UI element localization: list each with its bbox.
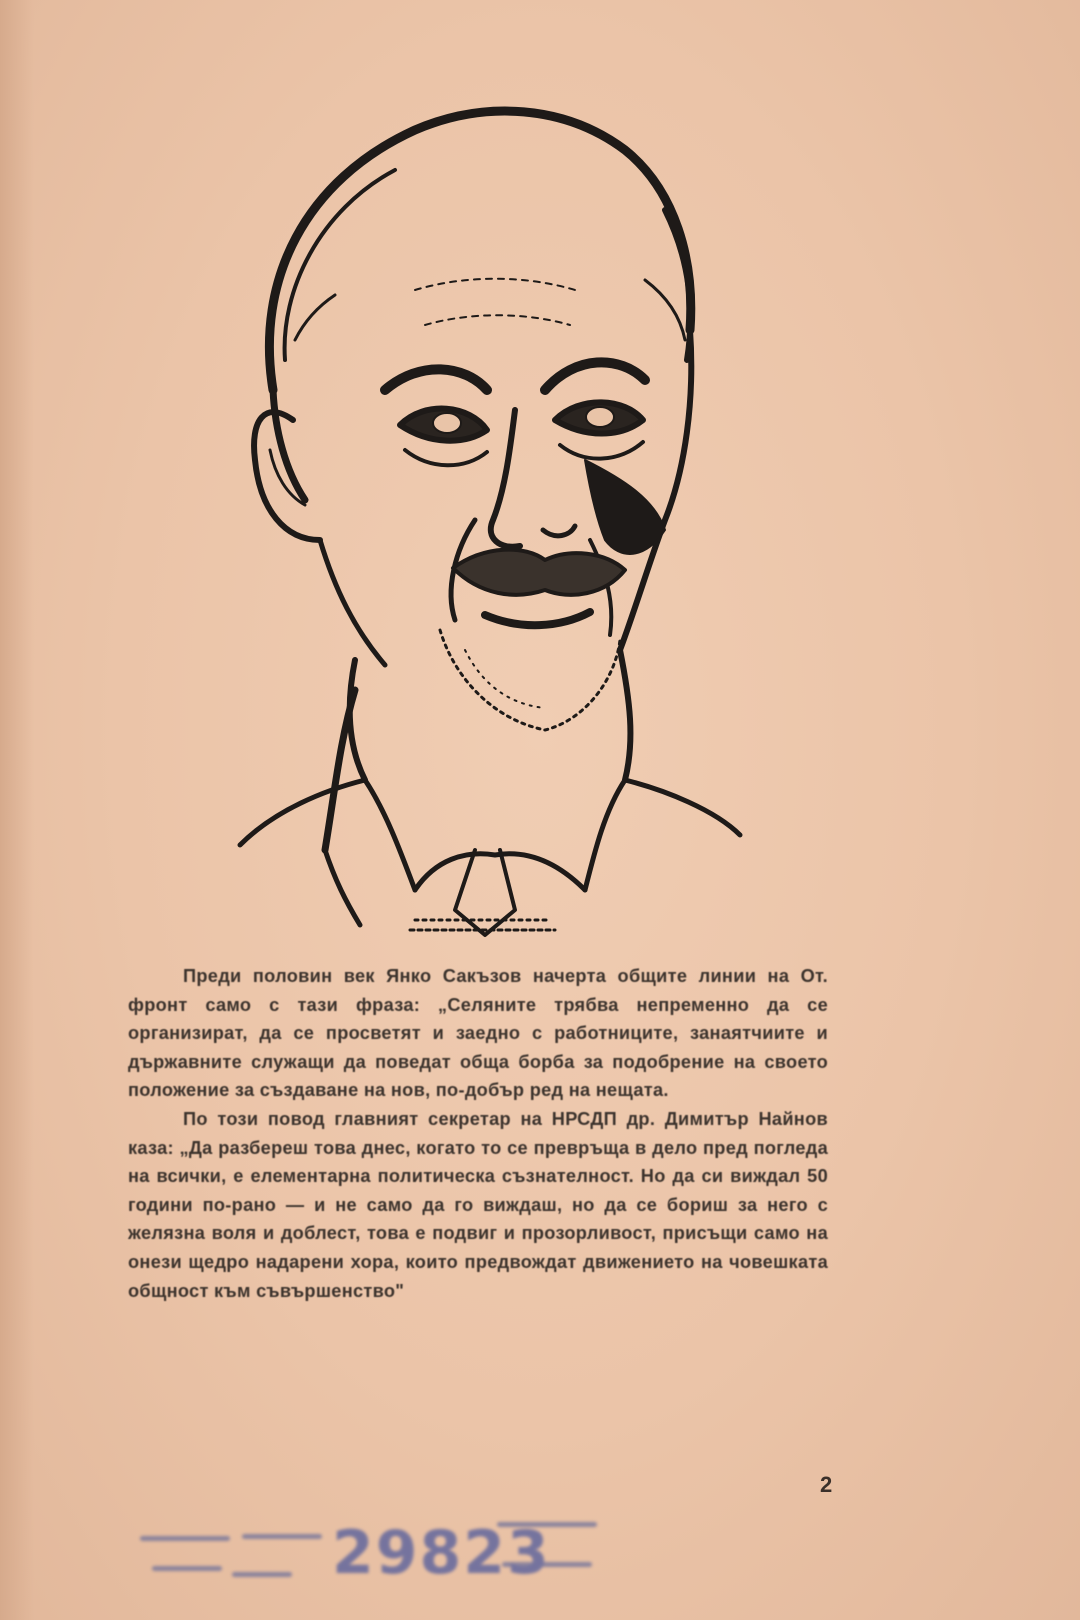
portrait-illustration xyxy=(225,90,745,940)
paragraph-2: По този повод главният секретар на НРСДП др. Димитър Найнов каза: „Да разбереш това днес, когато то се превръща в дело пред погледа на всички, е елементарна политическа съзнателност. Но да си виждал 50 години по-рано — и не само да го виждаш, но да се бориш за него с желязна воля и доблест, това е подвиг и прозорливост, присъщи само на онези щедро надарени хора, които предвождат движението на човешката общност към съвършенство" xyxy=(128,1108,828,1301)
article-text xyxy=(128,962,828,1305)
stamp-number: 29823 xyxy=(332,1518,551,1588)
page-edge-shadow xyxy=(0,0,34,1620)
page-number: 2 xyxy=(820,1472,833,1497)
library-stamp xyxy=(132,1508,612,1598)
paragraph-1: Преди половин век Янко Сакъзов начерта общите линии на От. фронт само с тази фраза: „Селяните трябва непременно да се организират, да се просветят и заедно с работниците, занаятчиите и държавните служащи да поведат обща борба за подобрение на своето положение за създаване на нов, по-добър ред на нещата. xyxy=(128,966,828,1101)
